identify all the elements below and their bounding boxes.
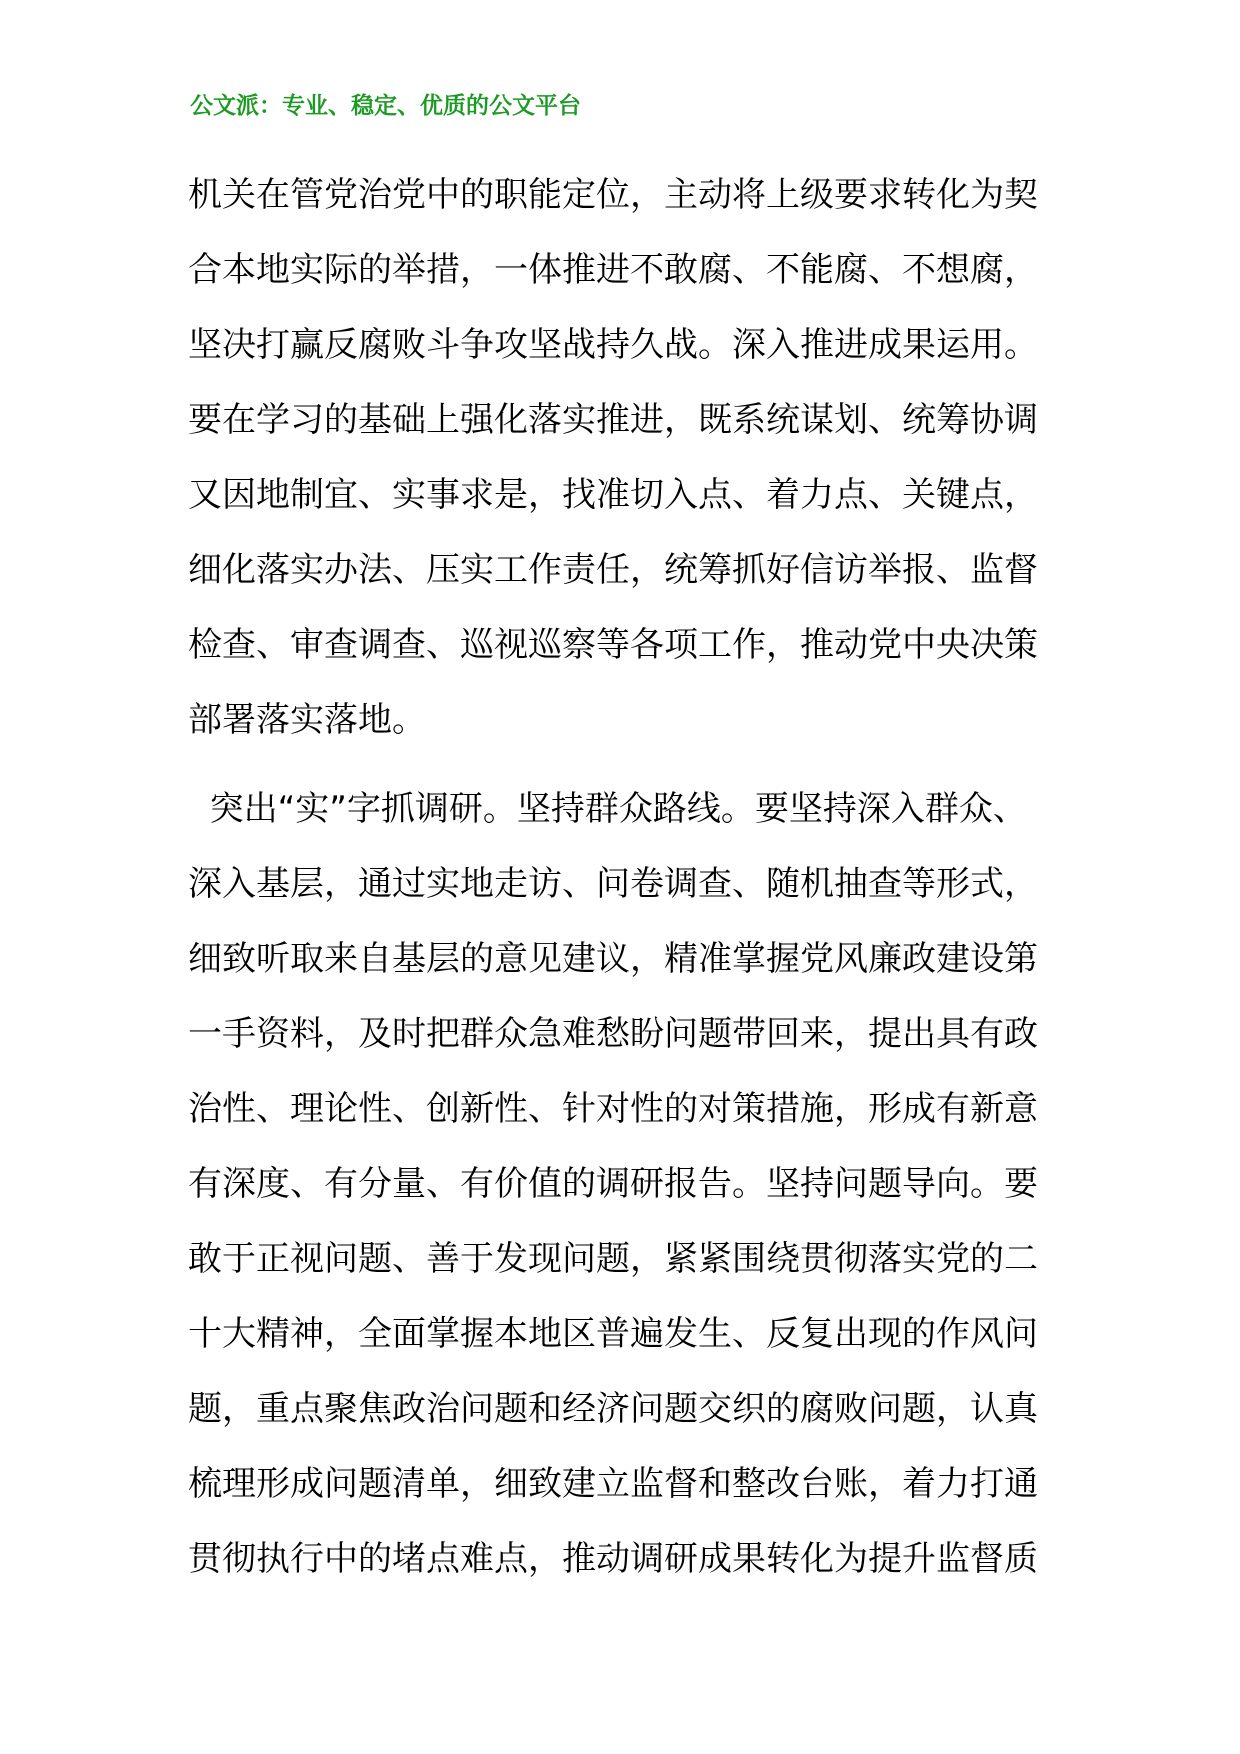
text-line: 机关在管党治党中的职能定位，主动将上级要求转化为契 bbox=[188, 175, 1038, 215]
text-line: 细致听取来自基层的意见建议，精准掌握党风廉政建设第 bbox=[188, 939, 1038, 979]
text-line: 要在学习的基础上强化落实推进，既系统谋划、统筹协调 bbox=[188, 400, 1038, 440]
text-line: 检查、审查调查、巡视巡察等各项工作，推动党中央决策 bbox=[188, 625, 1038, 665]
text-line: 治性、理论性、创新性、针对性的对策措施，形成有新意 bbox=[188, 1089, 1038, 1129]
text-line: 十大精神，全面掌握本地区普遍发生、反复出现的作风问 bbox=[188, 1314, 1038, 1354]
text-line: 深入基层，通过实地走访、问卷调查、随机抽查等形式， bbox=[188, 864, 1038, 904]
paragraph-1 bbox=[188, 158, 1063, 758]
text-line: 又因地制宜、实事求是，找准切入点、着力点、关键点， bbox=[188, 475, 1038, 515]
text-line: 坚决打赢反腐败斗争攻坚战持久战。深入推进成果运用。 bbox=[188, 325, 1038, 365]
text-line: 敢于正视问题、善于发现问题，紧紧围绕贯彻落实党的二 bbox=[188, 1239, 1038, 1279]
text-line: 贯彻执行中的堵点难点，推动调研成果转化为提升监督质 bbox=[188, 1539, 1038, 1579]
text-line: 一手资料，及时把群众急难愁盼问题带回来，提出具有政 bbox=[188, 1014, 1038, 1054]
page-header: 公文派：专业、稳定、优质的公文平台 bbox=[190, 93, 581, 119]
paragraph-2 bbox=[188, 772, 1063, 1597]
text-line: 合本地实际的举措，一体推进不敢腐、不能腐、不想腐， bbox=[188, 250, 1038, 290]
text-line: 突出“实”字抓调研。坚持群众路线。要坚持深入群众、 bbox=[188, 789, 1027, 829]
text-line: 部署落实落地。 bbox=[188, 700, 426, 740]
text-line: 梳理形成问题清单，细致建立监督和整改台账，着力打通 bbox=[188, 1464, 1038, 1504]
text-line: 有深度、有分量、有价值的调研报告。坚持问题导向。要 bbox=[188, 1164, 1038, 1204]
text-line: 细化落实办法、压实工作责任，统筹抓好信访举报、监督 bbox=[188, 550, 1038, 590]
text-line: 题，重点聚焦政治问题和经济问题交织的腐败问题，认真 bbox=[188, 1389, 1038, 1429]
